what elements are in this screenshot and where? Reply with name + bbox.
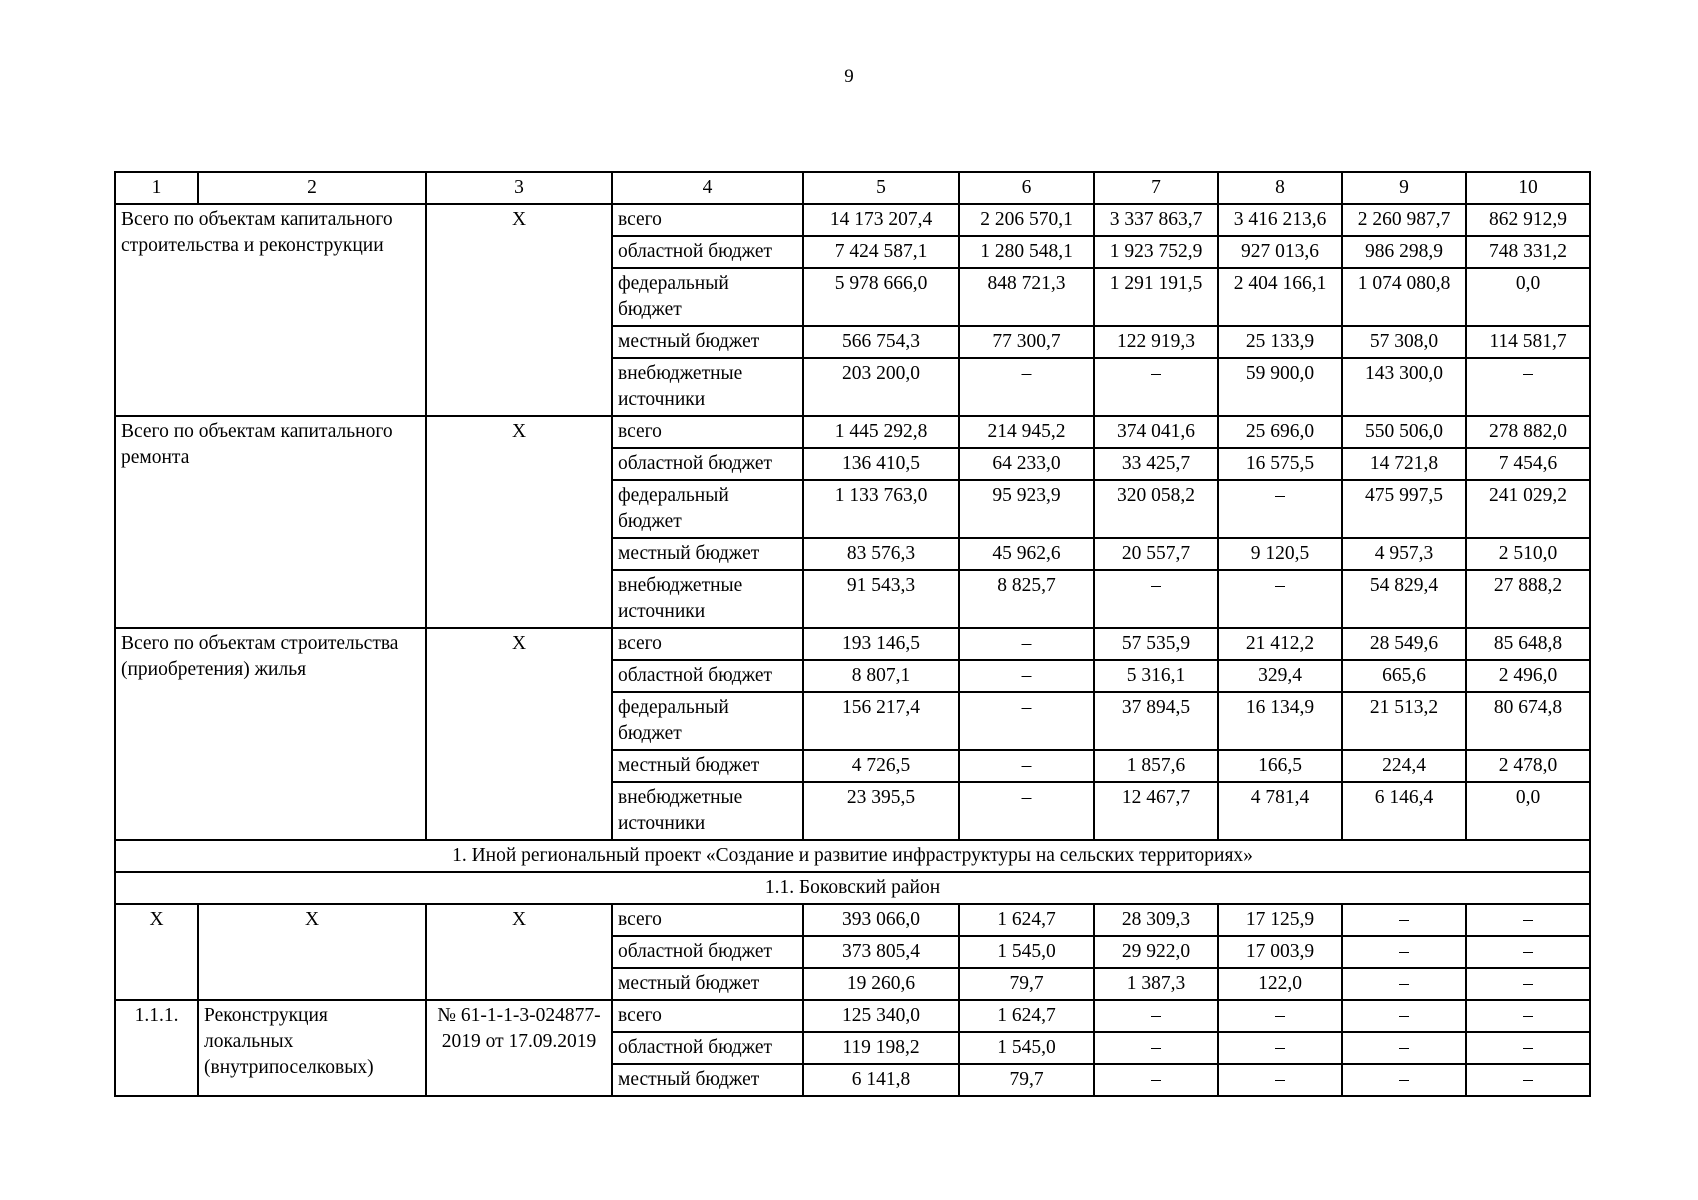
amount-cell: 59 900,0 [1218, 358, 1342, 416]
group-title: Всего по объектам капитального строительства и реконструкции [115, 204, 426, 416]
amount-cell: 241 029,2 [1466, 480, 1590, 538]
amount-cell: 1 624,7 [959, 1000, 1094, 1032]
amount-cell: 9 120,5 [1218, 538, 1342, 570]
amount-cell: 1 624,7 [959, 904, 1094, 936]
amount-cell: 21 513,2 [1342, 692, 1466, 750]
amount-cell: 1 545,0 [959, 1032, 1094, 1064]
amount-cell: 156 217,4 [803, 692, 959, 750]
funding-source-cell: всего [612, 204, 803, 236]
amount-cell: 1 133 763,0 [803, 480, 959, 538]
amount-cell: 3 416 213,6 [1218, 204, 1342, 236]
item-number: 1.1.1. [115, 1000, 198, 1096]
amount-cell: 320 058,2 [1094, 480, 1218, 538]
funding-source-cell: всего [612, 416, 803, 448]
amount-cell: 20 557,7 [1094, 538, 1218, 570]
table-row [115, 204, 1590, 236]
funding-source-cell: местный бюджет [612, 326, 803, 358]
amount-cell: 57 308,0 [1342, 326, 1466, 358]
amount-cell: 29 922,0 [1094, 936, 1218, 968]
amount-cell: 119 198,2 [803, 1032, 959, 1064]
funding-source-cell: областной бюджет [612, 236, 803, 268]
amount-cell: 28 549,6 [1342, 628, 1466, 660]
funding-source-cell: местный бюджет [612, 750, 803, 782]
amount-cell: 1 445 292,8 [803, 416, 959, 448]
amount-cell: 6 146,4 [1342, 782, 1466, 840]
amount-cell: – [1466, 904, 1590, 936]
amount-cell: – [1094, 1064, 1218, 1096]
column-number-1: 1 [115, 172, 198, 204]
column-number-2: 2 [198, 172, 426, 204]
amount-cell: 1 387,3 [1094, 968, 1218, 1000]
amount-cell: – [1466, 1064, 1590, 1096]
amount-cell: 23 395,5 [803, 782, 959, 840]
amount-cell: 4 781,4 [1218, 782, 1342, 840]
amount-cell: 166,5 [1218, 750, 1342, 782]
amount-cell: 54 829,4 [1342, 570, 1466, 628]
amount-cell: – [1218, 1032, 1342, 1064]
amount-cell: 91 543,3 [803, 570, 959, 628]
amount-cell: – [1466, 358, 1590, 416]
amount-cell: – [1342, 936, 1466, 968]
amount-cell: 16 134,9 [1218, 692, 1342, 750]
funding-source-cell: внебюджетные источники [612, 358, 803, 416]
funding-source-cell: областной бюджет [612, 936, 803, 968]
column-number-8: 8 [1218, 172, 1342, 204]
funding-source-cell: всего [612, 628, 803, 660]
amount-cell: 16 575,5 [1218, 448, 1342, 480]
amount-cell: 122,0 [1218, 968, 1342, 1000]
amount-cell: 224,4 [1342, 750, 1466, 782]
amount-cell: 57 535,9 [1094, 628, 1218, 660]
marker-cell: X [426, 904, 612, 1000]
amount-cell: – [1466, 1032, 1590, 1064]
amount-cell: 374 041,6 [1094, 416, 1218, 448]
section-row [115, 840, 1590, 872]
amount-cell: 0,0 [1466, 268, 1590, 326]
funding-source-cell: федеральный бюджет [612, 692, 803, 750]
amount-cell: – [1466, 1000, 1590, 1032]
amount-cell: 550 506,0 [1342, 416, 1466, 448]
amount-cell: 566 754,3 [803, 326, 959, 358]
amount-cell: – [1218, 570, 1342, 628]
amount-cell: 1 074 080,8 [1342, 268, 1466, 326]
amount-cell: – [959, 358, 1094, 416]
funding-source-cell: местный бюджет [612, 968, 803, 1000]
amount-cell: 136 410,5 [803, 448, 959, 480]
amount-cell: 27 888,2 [1466, 570, 1590, 628]
amount-cell: 14 721,8 [1342, 448, 1466, 480]
amount-cell: – [1094, 1000, 1218, 1032]
amount-cell: 2 206 570,1 [959, 204, 1094, 236]
amount-cell: 17 003,9 [1218, 936, 1342, 968]
funding-source-cell: местный бюджет [612, 1064, 803, 1096]
amount-cell: 748 331,2 [1466, 236, 1590, 268]
amount-cell: 33 425,7 [1094, 448, 1218, 480]
group-marker: X [426, 204, 612, 416]
funding-source-cell: всего [612, 1000, 803, 1032]
amount-cell: 125 340,0 [803, 1000, 959, 1032]
column-number-4: 4 [612, 172, 803, 204]
amount-cell: 8 825,7 [959, 570, 1094, 628]
amount-cell: 25 696,0 [1218, 416, 1342, 448]
amount-cell: – [1342, 1064, 1466, 1096]
column-number-9: 9 [1342, 172, 1466, 204]
amount-cell: – [1094, 1032, 1218, 1064]
amount-cell: 2 260 987,7 [1342, 204, 1466, 236]
amount-cell: 1 280 548,1 [959, 236, 1094, 268]
amount-cell: 95 923,9 [959, 480, 1094, 538]
amount-cell: 3 337 863,7 [1094, 204, 1218, 236]
funding-source-cell: федеральный бюджет [612, 480, 803, 538]
amount-cell: 1 923 752,9 [1094, 236, 1218, 268]
item-name: Реконструкция локальных (внутрипоселковых) [198, 1000, 426, 1096]
amount-cell: – [959, 660, 1094, 692]
amount-cell: – [1218, 480, 1342, 538]
amount-cell: 45 962,6 [959, 538, 1094, 570]
amount-cell: – [1466, 936, 1590, 968]
amount-cell: 4 957,3 [1342, 538, 1466, 570]
amount-cell: 114 581,7 [1466, 326, 1590, 358]
amount-cell: – [959, 782, 1094, 840]
amount-cell: 278 882,0 [1466, 416, 1590, 448]
amount-cell: 5 978 666,0 [803, 268, 959, 326]
amount-cell: 848 721,3 [959, 268, 1094, 326]
amount-cell: 2 496,0 [1466, 660, 1590, 692]
amount-cell: 19 260,6 [803, 968, 959, 1000]
amount-cell: 7 454,6 [1466, 448, 1590, 480]
amount-cell: 1 545,0 [959, 936, 1094, 968]
amount-cell: 393 066,0 [803, 904, 959, 936]
header-row [115, 172, 1590, 204]
group-title: Всего по объектам капитального ремонта [115, 416, 426, 628]
funding-source-cell: местный бюджет [612, 538, 803, 570]
amount-cell: 329,4 [1218, 660, 1342, 692]
amount-cell: 28 309,3 [1094, 904, 1218, 936]
amount-cell: 373 805,4 [803, 936, 959, 968]
amount-cell: – [1466, 968, 1590, 1000]
amount-cell: 79,7 [959, 1064, 1094, 1096]
amount-cell: 79,7 [959, 968, 1094, 1000]
amount-cell: 17 125,9 [1218, 904, 1342, 936]
amount-cell: 21 412,2 [1218, 628, 1342, 660]
amount-cell: 475 997,5 [1342, 480, 1466, 538]
amount-cell: – [959, 628, 1094, 660]
amount-cell: 203 200,0 [803, 358, 959, 416]
amount-cell: 143 300,0 [1342, 358, 1466, 416]
amount-cell: – [1342, 1032, 1466, 1064]
amount-cell: 8 807,1 [803, 660, 959, 692]
amount-cell: – [959, 692, 1094, 750]
table-row [115, 628, 1590, 660]
amount-cell: 1 857,6 [1094, 750, 1218, 782]
amount-cell: 927 013,6 [1218, 236, 1342, 268]
amount-cell: 122 919,3 [1094, 326, 1218, 358]
amount-cell: – [1342, 968, 1466, 1000]
amount-cell: 986 298,9 [1342, 236, 1466, 268]
marker-cell: X [198, 904, 426, 1000]
funding-source-cell: областной бюджет [612, 448, 803, 480]
table-row [115, 904, 1590, 936]
funding-source-cell: внебюджетные источники [612, 782, 803, 840]
amount-cell: 77 300,7 [959, 326, 1094, 358]
funding-source-cell: внебюджетные источники [612, 570, 803, 628]
amount-cell: 193 146,5 [803, 628, 959, 660]
amount-cell: 4 726,5 [803, 750, 959, 782]
amount-cell: 2 510,0 [1466, 538, 1590, 570]
column-number-10: 10 [1466, 172, 1590, 204]
amount-cell: 6 141,8 [803, 1064, 959, 1096]
amount-cell: – [1342, 904, 1466, 936]
funding-source-cell: областной бюджет [612, 660, 803, 692]
amount-cell: 862 912,9 [1466, 204, 1590, 236]
funding-source-cell: федеральный бюджет [612, 268, 803, 326]
group-title: Всего по объектам строительства (приобретения) жилья [115, 628, 426, 840]
subsection-title: 1.1. Боковский район [115, 872, 1590, 904]
column-number-5: 5 [803, 172, 959, 204]
amount-cell: – [1342, 1000, 1466, 1032]
marker-cell: X [115, 904, 198, 1000]
amount-cell: 37 894,5 [1094, 692, 1218, 750]
item-document: № 61-1-1-3-024877-2019 от 17.09.2019 [426, 1000, 612, 1096]
amount-cell: 2 404 166,1 [1218, 268, 1342, 326]
amount-cell: 85 648,8 [1466, 628, 1590, 660]
amount-cell: 0,0 [1466, 782, 1590, 840]
table-row [115, 416, 1590, 448]
group-marker: X [426, 628, 612, 840]
amount-cell: 1 291 191,5 [1094, 268, 1218, 326]
page-number: 9 [844, 66, 854, 87]
column-number-7: 7 [1094, 172, 1218, 204]
amount-cell: 12 467,7 [1094, 782, 1218, 840]
amount-cell: 665,6 [1342, 660, 1466, 692]
column-number-6: 6 [959, 172, 1094, 204]
amount-cell: – [1218, 1064, 1342, 1096]
amount-cell: 2 478,0 [1466, 750, 1590, 782]
amount-cell: – [959, 750, 1094, 782]
amount-cell: – [1094, 358, 1218, 416]
amount-cell: 80 674,8 [1466, 692, 1590, 750]
amount-cell: 83 576,3 [803, 538, 959, 570]
group-marker: X [426, 416, 612, 628]
amount-cell: 64 233,0 [959, 448, 1094, 480]
amount-cell: 214 945,2 [959, 416, 1094, 448]
subsection-row [115, 872, 1590, 904]
amount-cell: 14 173 207,4 [803, 204, 959, 236]
table-row [115, 1000, 1590, 1032]
amount-cell: – [1094, 570, 1218, 628]
budget-table [114, 171, 1591, 1097]
amount-cell: 7 424 587,1 [803, 236, 959, 268]
amount-cell: 5 316,1 [1094, 660, 1218, 692]
funding-source-cell: областной бюджет [612, 1032, 803, 1064]
funding-source-cell: всего [612, 904, 803, 936]
section-title: 1. Иной региональный проект «Создание и развитие инфраструктуры на сельских территориях» [115, 840, 1590, 872]
amount-cell: – [1218, 1000, 1342, 1032]
column-number-3: 3 [426, 172, 612, 204]
amount-cell: 25 133,9 [1218, 326, 1342, 358]
